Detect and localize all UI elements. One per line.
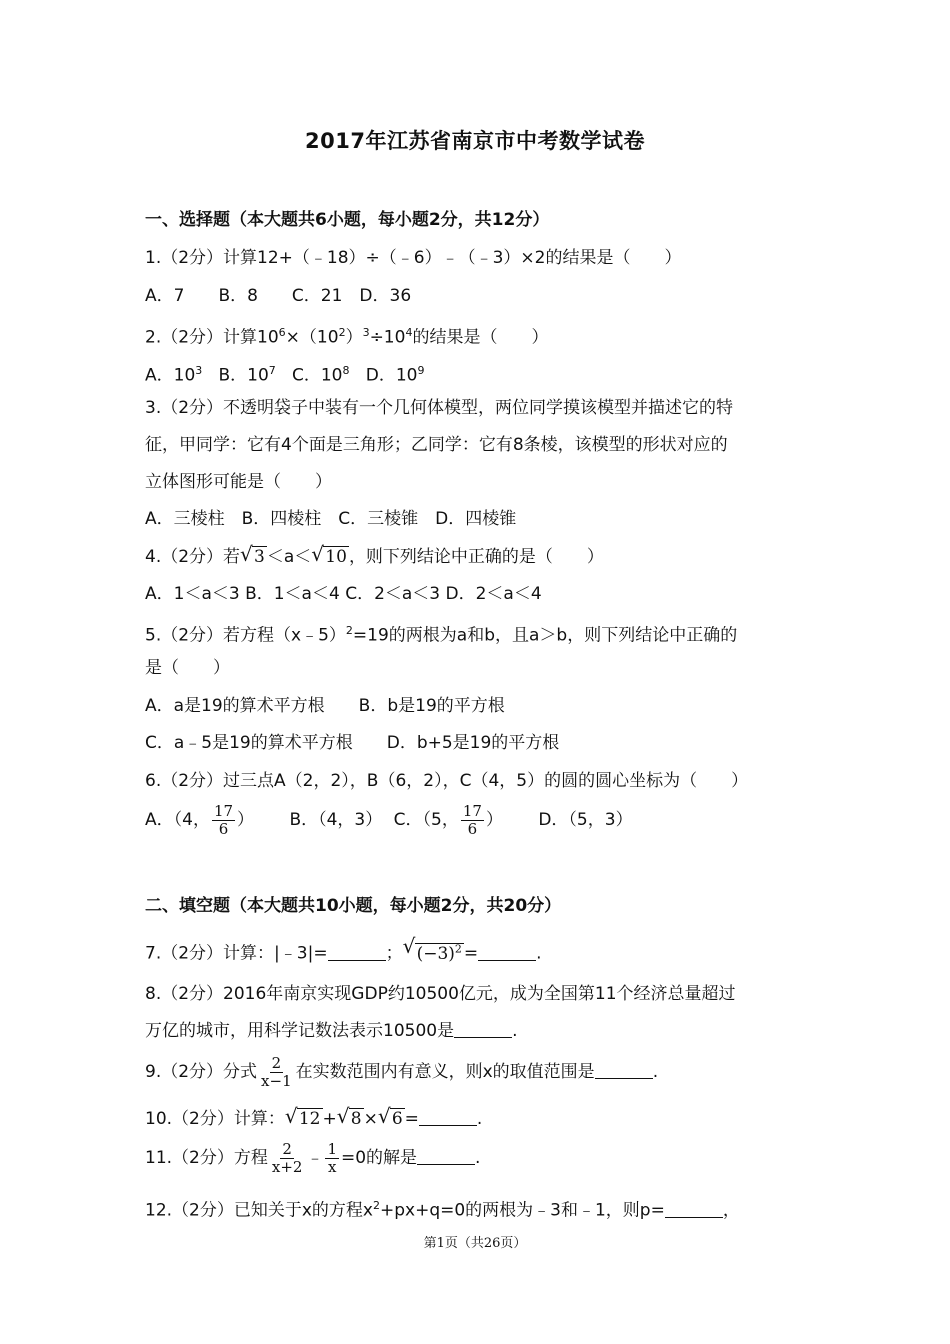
question-12 [145, 1194, 815, 1223]
option-a: A．10 [145, 365, 196, 386]
question-2 [145, 321, 815, 350]
q8-text: . [512, 1021, 518, 1041]
q11-text: ﹣ [306, 1148, 324, 1168]
fraction [270, 1141, 305, 1176]
option-d: D．10 [365, 365, 418, 386]
question-1: 1.（2分）计算12+（﹣18）÷（﹣6）﹣（﹣3）×2的结果是（ ） [145, 248, 682, 268]
q2-text: ÷10 [369, 327, 406, 348]
answer-blank[interactable] [419, 1107, 477, 1126]
question-4-options: A．1＜a＜3 B．1＜a＜4 C．2＜a＜3 D．2＜a＜4 [145, 584, 542, 604]
q10-text: × [363, 1109, 378, 1129]
question-2-options [145, 359, 815, 388]
q4-text: 4.（2分）若 [145, 547, 241, 567]
option-c: C．10 [292, 365, 343, 386]
option-a: ） [237, 810, 255, 830]
question-6: 6.（2分）过三点A（2，2），B（6，2），C（4，5）的圆的圆心坐标为（ ） [145, 771, 749, 791]
section-2-heading: 二、填空题（本大题共10小题，每小题2分，共20分） [145, 896, 562, 916]
question-3-line-3: 立体图形可能是（ ） [145, 472, 332, 492]
option-c: C．（5， [393, 810, 459, 830]
radicand: 12 [298, 1109, 321, 1129]
page-title: 2017年江苏省南京市中考数学试卷 [305, 129, 645, 153]
q2-text: ） [345, 327, 363, 348]
q8-text: 万亿的城市，用科学记数法表示10500是 [145, 1021, 455, 1041]
radicand [415, 943, 464, 964]
q9-text: 9.（2分）分式 [145, 1062, 258, 1082]
q2-text: 2.（2分）计算10 [145, 327, 279, 348]
q5-text: 5.（2分）若方程（x﹣5） [145, 625, 346, 646]
question-5-line-2: 是（ ） [145, 658, 230, 678]
question-1-options: A．7 B．8 C．21 D．36 [145, 286, 412, 306]
denominator: x+2 [271, 1157, 303, 1176]
q2-exp: 3 [362, 326, 370, 339]
answer-blank[interactable] [417, 1146, 475, 1165]
option-b: B．（4，3） [289, 810, 383, 830]
denominator: x [327, 1157, 337, 1176]
numerator: 2 [282, 1139, 292, 1158]
question-10 [145, 1105, 815, 1133]
radicand: 3 [254, 547, 265, 567]
option-b: B．10 [218, 365, 269, 386]
sqrt-expression: √ 10 [311, 542, 347, 567]
answer-blank[interactable] [478, 942, 536, 961]
numerator: 17 [462, 801, 482, 820]
sqrt-expression: √ $(-3)^2$ [402, 934, 462, 964]
q12-text: 12.（2分）已知关于x的方程x [145, 1200, 373, 1221]
radicand: 8 [350, 1109, 362, 1129]
option-exp: 7 [268, 364, 276, 377]
q7-text: . [536, 943, 542, 964]
q10-text: + [322, 1109, 337, 1129]
q7-text: = [463, 943, 479, 964]
fraction [461, 803, 484, 838]
question-3-options: A．三棱柱 B．四棱柱 C．三棱锥 D．四棱锥 [145, 509, 517, 529]
sqrt-expression: √ 8 [336, 1104, 362, 1129]
section-1-heading: 一、选择题（本大题共6小题，每小题2分，共12分） [145, 210, 550, 230]
q7-text: 7.（2分）计算： [145, 943, 275, 964]
q2-exp: 2 [338, 326, 346, 339]
radicand-exp: 2 [454, 942, 462, 955]
option-exp: 8 [342, 364, 350, 377]
q7-text: = [313, 943, 328, 964]
q12-text: +px+q=0的两根为﹣3和﹣1，则p= [379, 1200, 665, 1221]
option-d: D．（5，3） [538, 810, 633, 830]
denominator: 6 [218, 819, 229, 838]
option-exp: 3 [195, 364, 203, 377]
radicand-base: (−3) [416, 943, 455, 964]
q2-text: ×（10 [285, 327, 339, 348]
question-7 [145, 934, 815, 969]
q11-text: . [475, 1148, 481, 1168]
option-exp: 9 [417, 364, 425, 377]
page-footer: 第1页（共26页） [423, 1236, 527, 1251]
sqrt-expression: √ 6 [377, 1104, 403, 1129]
q12-exp: 2 [372, 1199, 380, 1212]
numerator: 17 [213, 801, 234, 820]
absolute-value: |﹣3| [274, 943, 314, 964]
question-5 [145, 619, 815, 648]
answer-blank[interactable] [454, 1019, 512, 1038]
question-8-line-2 [145, 1019, 815, 1043]
question-3-line-2: 征，甲同学：它有4个面是三角形；乙同学：它有8条棱，该模型的形状对应的 [145, 435, 728, 455]
sqrt-expression: √ 3 [240, 542, 265, 567]
question-9 [145, 1052, 815, 1092]
fraction [212, 803, 235, 838]
q9-text: 在实数范围内有意义，则x的取值范围是 [295, 1062, 595, 1082]
q5-text: =19的两根为a和b，且a＞b，则下列结论中正确的 [352, 625, 738, 646]
q2-text: 的结果是（ ） [412, 327, 549, 348]
answer-blank[interactable] [328, 942, 386, 961]
q4-text: ＜a＜ [266, 547, 312, 567]
fraction [325, 1141, 339, 1176]
q11-text: =0的解是 [340, 1148, 418, 1168]
q4-text: ，则下列结论中正确的是（ ） [348, 547, 604, 567]
answer-blank[interactable] [665, 1199, 723, 1218]
radicand: 6 [391, 1109, 403, 1129]
q11-text: 11.（2分）方程 [145, 1148, 268, 1168]
q9-text: . [652, 1062, 659, 1082]
q5-exp: 2 [345, 624, 353, 637]
q10-text: 10.（2分）计算： [145, 1109, 285, 1129]
question-6-options [145, 800, 815, 840]
question-8-line-1: 8.（2分）2016年南京实现GDP约10500亿元，成为全国第11个经济总量超过 [145, 984, 736, 1004]
question-5-options-2: C．a﹣5是19的算术平方根 D．b+5是19的平方根 [145, 733, 560, 753]
denominator: x−1 [261, 1071, 292, 1090]
q10-text: = [404, 1109, 419, 1129]
option-c: ） [485, 810, 503, 830]
q2-exp: 4 [405, 326, 413, 339]
q10-text: . [476, 1109, 483, 1129]
option-a: A．（4， [145, 810, 210, 830]
q2-exp: 6 [278, 326, 286, 339]
radicand: 10 [325, 547, 347, 567]
q7-text: ； [385, 943, 403, 964]
sqrt-expression: √ 12 [284, 1104, 321, 1129]
denominator: 6 [467, 819, 478, 838]
question-5-options-1: A．a是19的算术平方根 B．b是19的平方根 [145, 696, 505, 716]
q12-text: ， [722, 1200, 740, 1221]
question-11 [145, 1138, 815, 1178]
question-3-line-1: 3.（2分）不透明袋子中装有一个几何体模型，两位同学摸该模型并描述它的特 [145, 398, 734, 418]
numerator: 1 [327, 1139, 337, 1158]
numerator: 2 [271, 1053, 282, 1072]
answer-blank[interactable] [595, 1060, 653, 1079]
fraction [259, 1055, 294, 1090]
question-4 [145, 542, 815, 569]
